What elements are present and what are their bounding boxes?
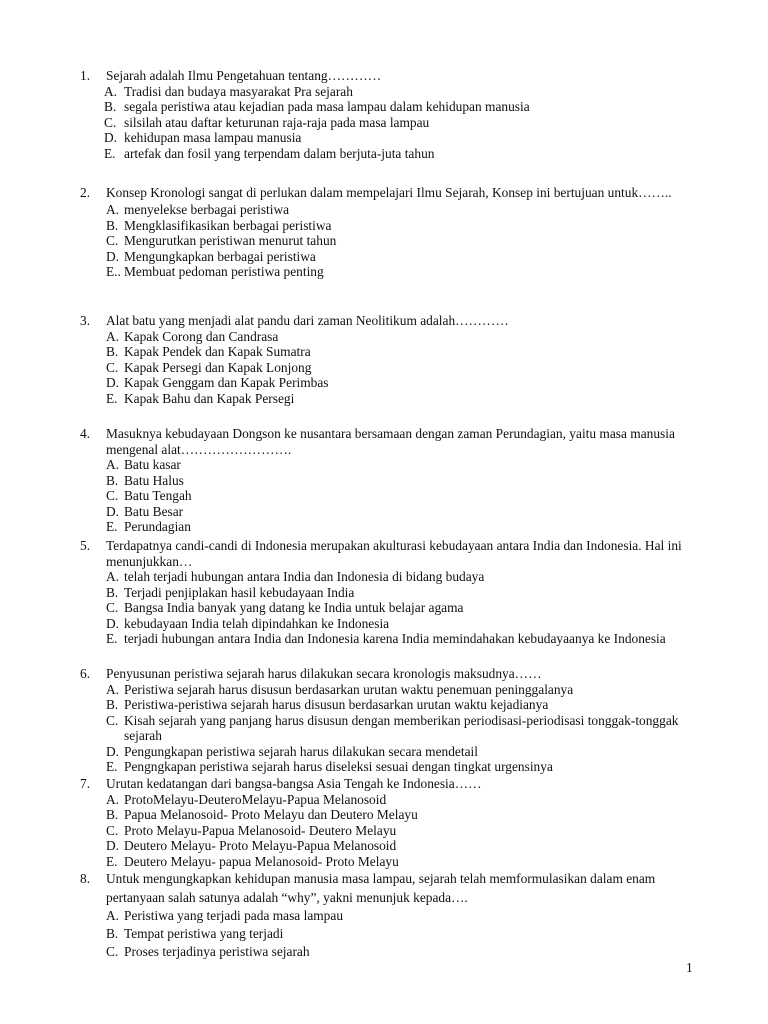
option-text: Mengungkapkan berbagai peristiwa [124,248,316,264]
answer-options [106,329,700,407]
option-letter: C. [106,359,119,375]
question-text: Penyusunan peristiwa sejarah harus dilakukan secara kronologis maksudnya…… [106,666,542,681]
option-letter: E. [106,390,118,406]
option-letter: D. [106,743,120,759]
option-letter: C. [106,712,119,728]
answer-option [106,233,700,249]
option-text: Pengungkapan peristiwa sejarah harus dilakukan secara mendetail [124,743,478,759]
answer-option [104,99,700,115]
option-letter: B. [106,217,119,233]
option-letter: D. [106,248,120,264]
answer-option [106,473,700,489]
question-text: Alat batu yang menjadi alat pandu dari zaman Neolitikum adalah………… [106,313,509,328]
question-stem [80,68,700,84]
answer-option [106,682,700,698]
option-letter: D. [104,130,118,145]
question-3 [80,313,700,406]
question-7 [80,776,700,869]
answer-option [106,713,700,744]
question-stem [80,183,700,202]
answer-option [106,519,700,535]
question-stem [80,666,700,682]
option-letter: E.. [106,264,121,280]
option-letter: C. [106,822,119,838]
answer-option [106,744,700,760]
answer-option [106,600,700,616]
option-text: kebudayaan India telah dipindahkan ke Indonesia [124,615,390,631]
answer-option [104,84,700,100]
option-letter: C. [104,114,117,130]
option-letter: E. [104,145,116,161]
option-text: Terjadi penjiplakan hasil kebudayaan India [124,584,355,600]
option-letter: E. [106,759,118,774]
answer-options [106,457,700,535]
option-text: terjadi hubungan antara India dan Indonesia karena India memindahakan kebudayaanya ke Indonesia [124,631,666,646]
option-text: Batu Besar [124,503,184,519]
answer-option [106,838,700,854]
option-text: Mengklasifikasikan berbagai peristiwa [124,217,332,233]
question-text: Terdapatnya candi-candi di Indonesia merupakan akulturasi kebudayaan antara India dan Indonesia. Hal ini menunjukkan… [106,538,682,569]
answer-option [106,344,700,360]
option-text: Kapak Pendek dan Kapak Sumatra [124,344,311,359]
question-1 [80,68,700,161]
answer-options [106,682,700,775]
option-letter: B. [106,807,119,822]
option-text: Kapak Bahu dan Kapak Persegi [124,390,295,406]
option-text: kehidupan masa lampau manusia [124,130,302,145]
option-text: Mengurutkan peristiwan menurut tahun [124,233,337,249]
answer-option [106,488,700,504]
option-letter: A. [106,328,120,344]
option-text: menyelekse berbagai peristiwa [124,202,290,217]
option-text: Batu kasar [124,457,181,472]
option-letter: A. [104,83,118,99]
option-text: Peristiwa-peristiwa sejarah harus disusun berdasarkan urutan waktu kejadianya [124,697,549,712]
option-letter: B. [106,344,119,359]
answer-option [106,569,700,585]
question-stem [80,869,700,907]
page-number: 1 [686,960,693,975]
option-letter: C. [106,233,119,249]
answer-option [106,264,700,280]
option-letter: B. [104,99,117,114]
question-4 [80,426,700,535]
answer-option [106,807,700,823]
option-letter: A. [106,908,120,923]
option-letter: E. [106,853,118,869]
answer-option [106,759,700,775]
question-text: Masuknya kebudayaan Dongson ke nusantara bersamaan dengan zaman Perundagian, yaitu masa manusia mengenal alat……………………. [106,426,675,457]
answer-option [106,375,700,391]
question-number: 8. [80,871,91,886]
option-letter: B. [106,472,119,488]
option-text: Bangsa India banyak yang datang ke India untuk belajar agama [124,600,464,615]
option-text: Kapak Genggam dan Kapak Perimbas [124,375,329,390]
option-letter: D. [106,503,120,519]
answer-option [106,202,700,218]
option-text: Deutero Melayu- Proto Melayu-Papua Melanosoid [124,838,397,853]
answer-option [106,631,700,647]
option-text: Kapak Persegi dan Kapak Lonjong [124,359,312,375]
answer-option [106,925,700,943]
option-text: Tempat peristiwa yang terjadi [124,926,284,941]
question-6 [80,666,700,775]
answer-option [104,115,700,131]
answer-option [106,907,700,925]
option-text: Tradisi dan budaya masyarakat Pra sejarah [124,83,353,99]
answer-options [106,202,700,280]
option-text: Proses terjadinya peristiwa sejarah [124,944,310,959]
option-letter: B. [106,697,119,712]
option-letter: A. [106,681,120,697]
answer-options [104,84,700,162]
question-text: Untuk mengungkapkan kehidupan manusia masa lampau, sejarah telah memformulasikan dalam enam pertanyaan salah satunya adalah “why”, yakni menunjuk kepada…. [106,871,656,905]
answer-option [106,697,700,713]
answer-options [106,569,700,647]
question-number: 3. [80,313,91,328]
option-letter: D. [106,615,120,631]
option-text: Pengngkapan peristiwa sejarah harus diseleksi sesuai dengan tingkat urgensinya [124,759,553,774]
answer-option [106,249,700,265]
option-letter: A. [106,791,120,807]
option-text: Batu Halus [124,472,184,488]
answer-options [106,907,700,961]
option-letter: D. [106,375,120,390]
question-number: 2. [80,185,91,200]
answer-option [106,854,700,870]
answer-options [106,792,700,870]
option-letter: A. [106,569,120,584]
question-2 [80,183,700,280]
question-number: 7. [80,776,91,791]
question-text: Sejarah adalah Ilmu Pengetahuan tentang………… [106,68,382,83]
answer-option [106,823,700,839]
option-text: segala peristiwa atau kejadian pada masa lampau dalam kehidupan manusia [124,99,530,114]
answer-option [106,360,700,376]
option-text: silsilah atau daftar keturunan raja-raja pada masa lampau [124,114,430,130]
option-letter: A. [106,457,120,472]
answer-option [106,457,700,473]
option-letter: B. [106,926,119,941]
option-text: Kapak Corong dan Candrasa [124,328,279,344]
option-letter: C. [106,944,119,959]
option-letter: E. [106,519,118,534]
question-5 [80,538,700,647]
option-text: telah terjadi hubungan antara India dan Indonesia di bidang budaya [124,569,485,584]
option-letter: D. [106,838,120,853]
question-stem [80,426,700,457]
option-text: Batu Tengah [124,488,192,503]
question-8 [80,869,700,961]
answer-option [106,218,700,234]
option-letter: C. [106,600,119,615]
question-stem [80,538,700,569]
option-text: Papua Melanosoid- Proto Melayu dan Deutero Melayu [124,807,418,822]
option-text: Membuat pedoman peristiwa penting [124,264,324,280]
option-text: Perundagian [124,519,191,534]
option-text: ProtoMelayu-DeuteroMelayu-Papua Melanosoid [124,791,387,807]
answer-option [104,146,700,162]
answer-option [106,585,700,601]
option-letter: B. [106,584,119,600]
option-text: artefak dan fosil yang terpendam dalam berjuta-juta tahun [124,145,435,161]
option-text: Peristiwa yang terjadi pada masa lampau [124,908,344,923]
question-number: 5. [80,538,91,553]
question-number: 1. [80,68,91,83]
question-stem [80,313,700,329]
option-text: Kisah sejarah yang panjang harus disusun dengan memberikan periodisasi-periodisasi tonggak-tonggak sejarah [124,712,679,743]
answer-option [106,616,700,632]
option-text: Deutero Melayu- papua Melanosoid- Proto Melayu [124,853,399,869]
answer-option [106,504,700,520]
option-letter: A. [106,202,120,217]
question-text: Konsep Kronologi sangat di perlukan dalam mempelajari Ilmu Sejarah, Konsep ini bertujuan untuk…….. [106,185,672,200]
question-number: 6. [80,666,91,681]
question-stem [80,776,700,792]
answer-option [106,329,700,345]
question-number: 4. [80,426,91,441]
answer-option [104,130,700,146]
answer-option [106,792,700,808]
option-text: Proto Melayu-Papua Melanosoid- Deutero Melayu [124,822,397,838]
option-letter: C. [106,488,119,503]
answer-option [106,943,700,961]
question-text: Urutan kedatangan dari bangsa-bangsa Asia Tengah ke Indonesia…… [106,776,482,791]
option-text: Peristiwa sejarah harus disusun berdasarkan urutan waktu penemuan peninggalanya [124,681,574,697]
option-letter: E. [106,631,118,646]
answer-option [106,391,700,407]
